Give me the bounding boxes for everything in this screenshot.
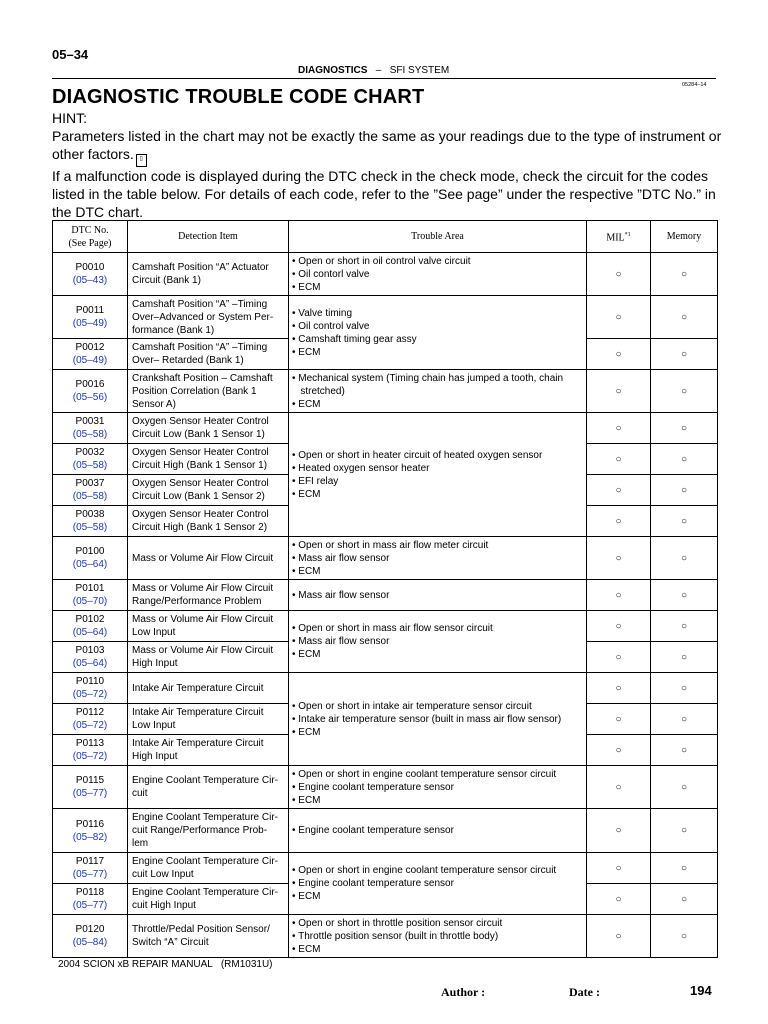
dtc-cell [53, 915, 128, 958]
detection-item-line: formance (Bank 1) [132, 324, 215, 336]
see-page-header-label: (See Page) [68, 237, 112, 249]
dtc-code: P0102 [75, 614, 105, 625]
detection-item-line: Camshaft Position “A” –Timing [132, 342, 268, 353]
detection-item-line: Circuit Low (Bank 1 Sensor 2) [132, 491, 265, 502]
mil-indicator-icon: ○ [587, 735, 651, 766]
dtc-cell [53, 735, 128, 766]
trouble-area-line: • ECM [292, 346, 321, 358]
memory-indicator-icon: ○ [651, 611, 718, 642]
mil-indicator-icon: ○ [587, 766, 651, 809]
detection-item-cell [128, 735, 289, 766]
table-row [53, 537, 718, 580]
trouble-area-cell [289, 296, 587, 370]
mil-indicator-icon: ○ [587, 642, 651, 673]
trouble-area-cell [289, 413, 587, 537]
memory-indicator-icon: ○ [651, 853, 718, 884]
detection-item-line: Range/Performance Problem [132, 596, 262, 607]
memory-indicator-icon: ○ [651, 704, 718, 735]
trouble-area-cell [289, 766, 587, 809]
trouble-area-line: • Heated oxygen sensor heater [292, 462, 430, 474]
trouble-area-line: • Open or short in mass air flow sensor circuit [292, 623, 493, 634]
section-label: DIAGNOSTICS [298, 65, 368, 76]
trouble-area-line: • Engine coolant temperature sensor [292, 825, 454, 836]
detection-item-cell [128, 853, 289, 884]
mil-indicator-icon: ○ [587, 853, 651, 884]
detection-item-cell [128, 642, 289, 673]
dtc-code: P0010 [75, 262, 105, 273]
detection-item-line: Circuit High (Bank 1 Sensor 2) [132, 522, 268, 533]
mil-indicator-icon: ○ [587, 506, 651, 537]
trouble-area-cell [289, 370, 587, 413]
trouble-area-line: • Open or short in engine coolant temperature sensor circuit [292, 768, 557, 780]
detection-item-cell [128, 506, 289, 537]
system-label: SFI SYSTEM [389, 65, 450, 76]
detection-item-line: Position Correlation (Bank 1 [132, 385, 257, 397]
see-page-link[interactable]: (05–72) [72, 689, 108, 700]
trouble-area-line: • Mass air flow sensor [292, 552, 390, 564]
memory-indicator-icon: ○ [651, 537, 718, 580]
see-page-link[interactable]: (05–72) [72, 720, 108, 731]
trouble-area-line: • Intake air temperature sensor (built in mass air flow sensor) [292, 713, 562, 725]
dtc-code: P0011 [75, 305, 105, 316]
mil-header-label: MIL [606, 232, 625, 244]
detection-item-line: Over– Retarded (Bank 1) [132, 355, 244, 366]
table-row [53, 413, 718, 444]
page-title: DIAGNOSTIC TROUBLE CODE CHART [52, 86, 425, 108]
table-row [53, 370, 718, 413]
see-page-link[interactable]: (05–64) [72, 658, 108, 669]
detection-item-line: Oxygen Sensor Heater Control [132, 478, 269, 489]
hint-section [52, 109, 722, 221]
trouble-area-line: • ECM [292, 943, 321, 955]
table-row [53, 580, 718, 611]
trouble-area-line: • Oil contorl valve [292, 268, 370, 280]
dtc-cell [53, 253, 128, 296]
detection-item-line: Circuit Low (Bank 1 Sensor 1) [132, 429, 265, 440]
see-page-link[interactable]: (05–56) [72, 392, 108, 403]
table-row [53, 296, 718, 339]
trouble-area-line: • Open or short in throttle position sensor circuit [292, 917, 503, 929]
dtc-cell [53, 537, 128, 580]
dtc-code: P0117 [75, 856, 105, 867]
detection-item-cell [128, 809, 289, 853]
trouble-area-line: • ECM [292, 726, 321, 738]
table-row [53, 809, 718, 853]
detection-item-line: cuit High Input [132, 900, 196, 911]
table-row [53, 766, 718, 809]
document-code: 05284–14 [682, 82, 707, 88]
dtc-cell [53, 704, 128, 735]
hint-text-1: Parameters listed in the chart may not be exactly the same as your readings due to the type of instrument or other factors. [52, 128, 722, 162]
memory-indicator-icon: ○ [651, 475, 718, 506]
dtc-code: P0031 [75, 416, 105, 427]
detection-item-line: Camshaft Position “A” –Timing [132, 298, 268, 310]
detection-item-line: Intake Air Temperature Circuit [132, 707, 264, 718]
detection-item-line: Engine Coolant Temperature Cir- [132, 812, 279, 823]
header-dash: – [375, 65, 382, 76]
mil-indicator-icon: ○ [587, 611, 651, 642]
dtc-code: P0101 [75, 583, 105, 594]
detection-item-cell [128, 444, 289, 475]
dtc-code: P0112 [75, 707, 105, 718]
date-label: Date : [569, 985, 600, 999]
dtc-cell [53, 339, 128, 370]
memory-indicator-icon: ○ [651, 296, 718, 339]
trouble-area-line: • ECM [292, 281, 321, 293]
detection-item-line: Mass or Volume Air Flow Circuit [132, 583, 274, 594]
see-page-link[interactable]: (05–49) [72, 318, 108, 329]
see-page-link[interactable]: (05–77) [72, 900, 108, 911]
detection-item-line: Circuit (Bank 1) [132, 275, 201, 286]
see-page-link[interactable]: (05–72) [72, 751, 108, 762]
detection-item-cell [128, 884, 289, 915]
dtc-cell [53, 580, 128, 611]
table-row [53, 673, 718, 704]
table-row [53, 611, 718, 642]
see-page-link[interactable]: (05–64) [72, 627, 108, 638]
manual-footer: 2004 SCION xB REPAIR MANUAL (RM1031U) [58, 959, 273, 970]
dtc-code: P0032 [75, 447, 105, 458]
dtc-code: P0012 [75, 342, 105, 353]
header-rule [52, 78, 716, 79]
memory-indicator-icon: ○ [651, 735, 718, 766]
trouble-area-line: • EFI relay [292, 475, 339, 487]
trouble-area-line: • Throttle position sensor (built in throttle body) [292, 930, 499, 942]
memory-indicator-icon: ○ [651, 444, 718, 475]
dtc-code: P0113 [75, 738, 105, 749]
detection-item-line: Circuit High (Bank 1 Sensor 1) [132, 460, 268, 471]
mil-indicator-icon: ○ [587, 809, 651, 853]
see-page-link[interactable]: (05–58) [72, 429, 108, 440]
dtc-code: P0115 [75, 775, 105, 786]
memory-indicator-icon: ○ [651, 339, 718, 370]
detection-item-cell [128, 537, 289, 580]
see-page-link[interactable]: (05–58) [72, 460, 108, 471]
hint-label: HINT: [52, 110, 87, 126]
see-page-link[interactable]: (05–70) [72, 596, 108, 607]
author-label: Author : [441, 985, 486, 999]
col-dtc-header [53, 221, 128, 253]
see-page-link[interactable]: (05–58) [72, 522, 108, 533]
trouble-area-line: • Oil control valve [292, 320, 370, 332]
see-page-link[interactable]: (05–77) [72, 788, 108, 799]
mil-indicator-icon: ○ [587, 673, 651, 704]
detection-item-line: High Input [132, 658, 178, 669]
dtc-header-label: DTC No. [71, 224, 109, 236]
mil-indicator-icon: ○ [587, 580, 651, 611]
memory-indicator-icon: ○ [651, 915, 718, 958]
table-row [53, 853, 718, 884]
detection-item-line: Oxygen Sensor Heater Control [132, 509, 269, 520]
mil-indicator-icon: ○ [587, 413, 651, 444]
detection-item-line: Low Input [132, 720, 176, 731]
see-page-link[interactable]: (05–49) [72, 355, 108, 366]
detection-item-cell [128, 673, 289, 704]
memory-indicator-icon: ○ [651, 642, 718, 673]
dtc-cell [53, 642, 128, 673]
see-page-link[interactable]: (05–64) [72, 559, 108, 570]
dtc-cell [53, 413, 128, 444]
trouble-area-line: stretched) [292, 385, 345, 397]
mil-indicator-icon: ○ [587, 475, 651, 506]
detection-item-line: Low Input [132, 627, 176, 638]
dtc-code: P0120 [75, 924, 105, 935]
trouble-area-cell [289, 253, 587, 296]
detection-item-line: Mass or Volume Air Flow Circuit [132, 614, 274, 625]
trouble-area-line: • Open or short in intake air temperature sensor circuit [292, 700, 532, 712]
dtc-cell [53, 766, 128, 809]
detection-item-line: High Input [132, 751, 178, 762]
trouble-area-line: • Mass air flow sensor [292, 636, 390, 647]
dtc-code: P0037 [75, 478, 105, 489]
trouble-area-line: • ECM [292, 565, 321, 577]
detection-item-line: Oxygen Sensor Heater Control [132, 447, 269, 458]
dtc-cell [53, 475, 128, 506]
detection-item-line: cuit Low Input [132, 869, 194, 880]
memory-indicator-icon: ○ [651, 253, 718, 296]
page-number: 194 [690, 983, 712, 998]
detection-item-line: Oxygen Sensor Heater Control [132, 416, 269, 427]
mil-indicator-icon: ○ [587, 444, 651, 475]
see-page-link[interactable]: (05–82) [72, 831, 108, 843]
note-mark-icon: ▯ [136, 154, 147, 167]
detection-item-line: Throttle/Pedal Position Sensor/ [132, 924, 270, 935]
dtc-cell [53, 611, 128, 642]
detection-item-line: Crankshaft Position – Camshaft [132, 372, 273, 384]
col-memory-header: Memory [651, 221, 718, 253]
mil-indicator-icon: ○ [587, 370, 651, 413]
col-item-header: Detection Item [128, 221, 289, 253]
dtc-code: P0118 [75, 887, 105, 898]
detection-item-line: Switch “A” Circuit [132, 937, 209, 948]
mil-indicator-icon: ○ [587, 339, 651, 370]
detection-item-cell [128, 475, 289, 506]
detection-item-line: Intake Air Temperature Circuit [132, 682, 264, 694]
detection-item-cell [128, 413, 289, 444]
trouble-area-line: • Mass air flow sensor [292, 589, 390, 601]
trouble-area-line: • Camshaft timing gear assy [292, 333, 417, 345]
memory-indicator-icon: ○ [651, 506, 718, 537]
detection-item-cell [128, 766, 289, 809]
detection-item-line: lem [132, 838, 149, 849]
detection-item-cell [128, 253, 289, 296]
detection-item-cell [128, 370, 289, 413]
trouble-area-line: • ECM [292, 649, 321, 660]
trouble-area-line: • ECM [292, 398, 321, 410]
detection-item-cell [128, 611, 289, 642]
trouble-area-cell [289, 809, 587, 853]
see-page-link[interactable]: (05–84) [72, 937, 108, 948]
detection-item-cell [128, 704, 289, 735]
trouble-area-line: • Open or short in heater circuit of heated oxygen sensor [292, 449, 543, 461]
dtc-code: P0038 [75, 509, 105, 520]
memory-indicator-icon: ○ [651, 809, 718, 853]
dtc-cell [53, 673, 128, 704]
detection-item-line: Over–Advanced or System Per- [132, 311, 274, 323]
hint-paragraph-1 [52, 127, 722, 167]
dtc-cell [53, 506, 128, 537]
trouble-area-cell [289, 580, 587, 611]
trouble-area-line: • Open or short in engine coolant temperature sensor circuit [292, 865, 557, 876]
table-row [53, 253, 718, 296]
memory-indicator-icon: ○ [651, 370, 718, 413]
memory-indicator-icon: ○ [651, 766, 718, 809]
dtc-cell [53, 444, 128, 475]
mil-indicator-icon: ○ [587, 704, 651, 735]
detection-item-cell [128, 580, 289, 611]
mil-footnote-ref: *1 [624, 231, 631, 238]
trouble-area-line: • ECM [292, 891, 321, 902]
dtc-code: P0100 [75, 546, 105, 557]
table-header-row [53, 221, 718, 253]
trouble-area-line: • ECM [292, 488, 321, 500]
dtc-code: P0110 [75, 676, 105, 687]
detection-item-line: Mass or Volume Air Flow Circuit [132, 552, 274, 564]
dtc-cell [53, 853, 128, 884]
dtc-code: P0016 [75, 379, 105, 390]
memory-indicator-icon: ○ [651, 884, 718, 915]
mil-indicator-icon: ○ [587, 253, 651, 296]
trouble-area-cell [289, 853, 587, 915]
detection-item-cell [128, 339, 289, 370]
detection-item-cell [128, 915, 289, 958]
trouble-area-line: • Engine coolant temperature sensor [292, 878, 454, 889]
hint-paragraph-2: If a malfunction code is displayed during the DTC check in the check mode, check the circuit for the codes listed in the table below. For details of each code, refer to the ”See page” under the respective ”DTC No.” in the DTC chart. [52, 168, 716, 220]
memory-indicator-icon: ○ [651, 580, 718, 611]
col-mil-header [587, 221, 651, 253]
trouble-area-cell [289, 915, 587, 958]
page-reference: 05–34 [52, 47, 89, 62]
mil-indicator-icon: ○ [587, 915, 651, 958]
trouble-area-line: • ECM [292, 794, 321, 806]
dtc-cell [53, 884, 128, 915]
trouble-area-line: • Valve timing [292, 307, 353, 319]
trouble-area-line: • Engine coolant temperature sensor [292, 781, 454, 793]
detection-item-line: Engine Coolant Temperature Cir- [132, 775, 279, 786]
detection-item-line: cuit Range/Performance Prob- [132, 825, 268, 836]
running-header [298, 65, 449, 76]
mil-indicator-icon: ○ [587, 296, 651, 339]
memory-indicator-icon: ○ [651, 673, 718, 704]
table-row [53, 915, 718, 958]
trouble-area-line: • Open or short in oil control valve circuit [292, 255, 471, 267]
detection-item-cell [128, 296, 289, 339]
trouble-area-cell [289, 673, 587, 766]
see-page-link[interactable]: (05–58) [72, 491, 108, 502]
mil-indicator-icon: ○ [587, 537, 651, 580]
col-area-header: Trouble Area [289, 221, 587, 253]
see-page-link[interactable]: (05–43) [72, 275, 108, 286]
detection-item-line: Camshaft Position “A” Actuator [132, 262, 269, 273]
trouble-area-line: • Open or short in mass air flow meter circuit [292, 539, 489, 551]
see-page-link[interactable]: (05–77) [72, 869, 108, 880]
mil-indicator-icon: ○ [587, 884, 651, 915]
trouble-area-cell [289, 537, 587, 580]
detection-item-line: Engine Coolant Temperature Cir- [132, 887, 279, 898]
detection-item-line: Intake Air Temperature Circuit [132, 738, 264, 749]
detection-item-line: Sensor A) [132, 398, 176, 410]
dtc-code: P0103 [75, 645, 105, 656]
detection-item-line: Engine Coolant Temperature Cir- [132, 856, 279, 867]
dtc-chart-table [52, 220, 718, 958]
memory-indicator-icon: ○ [651, 413, 718, 444]
dtc-cell [53, 370, 128, 413]
dtc-code: P0116 [75, 818, 105, 830]
detection-item-line: cuit [132, 788, 148, 799]
trouble-area-line: • Mechanical system (Timing chain has jumped a tooth, chain [292, 372, 564, 384]
dtc-cell [53, 809, 128, 853]
detection-item-line: Mass or Volume Air Flow Circuit [132, 645, 274, 656]
trouble-area-cell [289, 611, 587, 673]
dtc-cell [53, 296, 128, 339]
